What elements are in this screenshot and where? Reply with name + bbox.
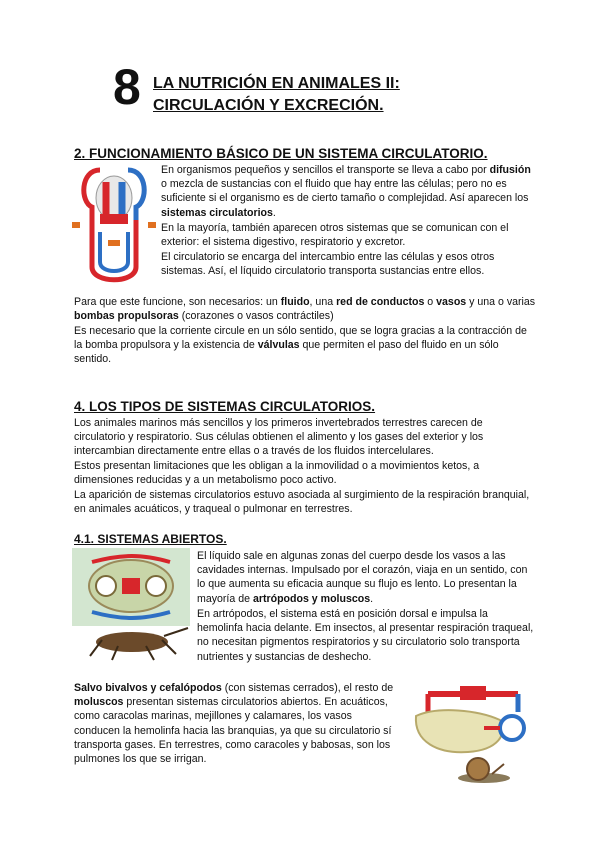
text: que permiten el paso del fluido en un sólo sentido. xyxy=(74,339,499,366)
chapter-title-line2: CIRCULACIÓN Y EXCRECIÓN. xyxy=(153,97,384,114)
bold-term-difusion: difusión xyxy=(489,164,531,176)
bold-term-artropodos-y-moluscos: artrópodos y moluscos xyxy=(252,592,371,605)
text: presentan sistemas circulatorios abiertos. En acuáticos, como caracolas marinas, mejillones y calamares, los vasos conducen la hemolinfa hacia las branquias, ya que su circulatorio sí transporta gases. En terrestres, como caracoles y babosas, son los pulmones los que se irrigan. xyxy=(74,696,392,766)
text: y una o varias xyxy=(466,296,536,308)
bold-term-vasos: vasos xyxy=(436,296,467,308)
section-2-paragraph-4 xyxy=(74,295,536,323)
section-2-paragraph-5 xyxy=(74,324,538,367)
chapter-number: 8 xyxy=(113,59,141,115)
section-4-1-heading: 4.1. SISTEMAS ABIERTOS. xyxy=(74,532,227,546)
text: o xyxy=(424,296,437,308)
text: Para que este funcione, son necesarios: un xyxy=(74,296,281,308)
section-2-paragraph-3: El circulatorio se encarga del intercambio entre las células y esos otros sistemas. Así, el líquido circulatorio transporta sustancias entre ellos. xyxy=(161,251,495,278)
text: (corazones o vasos contráctiles) xyxy=(178,310,334,323)
text: , una xyxy=(309,296,337,308)
bold-term-fluido: fluido xyxy=(280,296,310,308)
snail-open-circulation-figure xyxy=(408,676,536,786)
section-4-paragraph-1: Los animales marinos más sencillos y los primeros invertebrados terrestres carecen de circulatorio y respiratorio. Sus células obtienen el alimento y los gases del exterior y los intercambian directamente entre ellas o a través de los fluidos intercelulares. xyxy=(74,417,484,458)
text: (con sistemas cerrados), el resto de xyxy=(221,682,394,694)
text: o mezcla de sustancias con el fluido que hay entre las células; pero no es suficiente si el organismo es de cierto tamaño o complejidad. Así aparecen los xyxy=(161,178,529,205)
text: El líquido sale en algunas zonas del cuerpo desde los vasos a las cavidades internas. Impulsado por el corazón, viaja en un sentido, con lo que aumenta su eficacia aunque su flujo es lento. Lo presentan la mayoría de xyxy=(197,550,528,605)
section-4-paragraph-3: La aparición de sistemas circulatorios estuvo asociada al surgimiento de la respiración branquial, en animales acuáticos, y traqueal o pulmonar en terrestres. xyxy=(74,489,530,516)
section-2-paragraph-1 xyxy=(161,163,533,220)
chapter-title xyxy=(153,73,400,117)
section-2-heading: 2. FUNCIONAMIENTO BÁSICO DE UN SISTEMA CIRCULATORIO. xyxy=(74,146,488,161)
section-4-1-paragraph-3 xyxy=(74,681,400,766)
insect-open-circulation-figure xyxy=(72,548,190,662)
bold-term-valvulas: válvulas xyxy=(257,339,300,352)
text: Es necesario que la corriente circule en un sólo sentido, que se logra gracias a la contracción de la bomba propulsora y la existencia de xyxy=(74,325,527,352)
bold-term-salvo-bivalvos-y-cefalopodos: Salvo bivalvos y cefalópodos xyxy=(74,682,222,694)
text: . xyxy=(272,206,276,219)
section-4-1-paragraph-1 xyxy=(197,549,535,606)
bold-term-red-de-conductos: red de conductos xyxy=(336,296,425,308)
circulatory-diagram-icon xyxy=(70,162,158,290)
section-4-heading: 4. LOS TIPOS DE SISTEMAS CIRCULATORIOS. xyxy=(74,399,376,414)
section-4-paragraph-2: Estos presentan limitaciones que les obligan a la inmovilidad o a movimientos ketos, a dimensiones reducidas y a un metabolismo poco activo. xyxy=(74,460,480,487)
text: En organismos pequeños y sencillos el transporte se lleva a cabo por xyxy=(161,164,490,176)
bold-term-moluscos: moluscos xyxy=(74,696,124,709)
bold-term-bombas-propulsoras: bombas propulsoras xyxy=(74,310,179,323)
bold-term-sistemas-circulatorios: sistemas circulatorios xyxy=(161,206,273,219)
text: . xyxy=(370,592,374,605)
section-2-paragraph-2: En la mayoría, también aparecen otros sistemas que se comunican con el exterior: el sistema digestivo, respiratorio y excretor. xyxy=(161,222,509,249)
chapter-title-line1: LA NUTRICIÓN EN ANIMALES II: xyxy=(153,75,400,92)
section-4-1-paragraph-2: En artrópodos, el sistema está en posición dorsal e impulsa la hemolinfa hacia delante. Em insectos, al presentar respiración traqueal, no necesitan pigmentos respiratorios y su circulatorio solo transporta nutrientes y sustancias de deshecho. xyxy=(197,608,534,663)
